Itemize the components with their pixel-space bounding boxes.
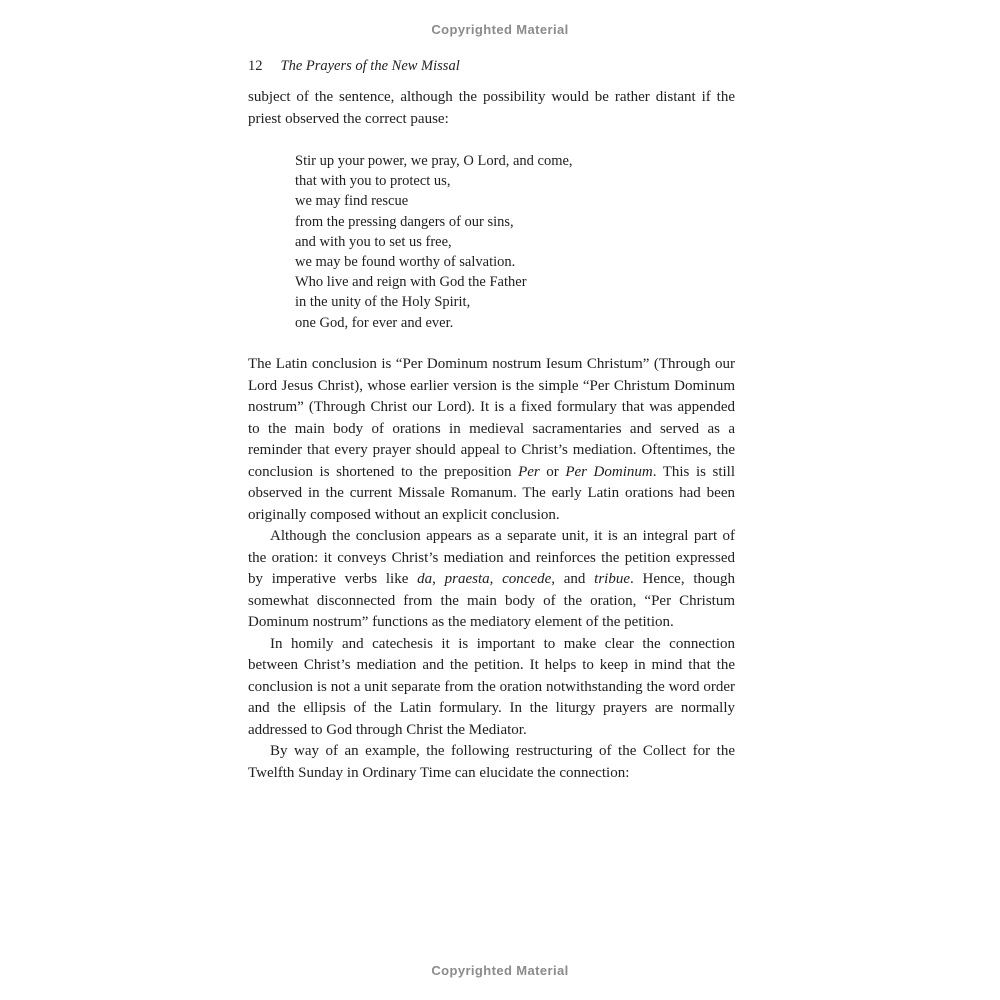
prayer-line: that with you to protect us, — [295, 173, 451, 190]
prayer-line: from the pressing dangers of our sins, — [295, 213, 514, 230]
italic-text: Per Dominum — [565, 463, 653, 480]
prayer-line: we may be found worthy of salvation. — [295, 254, 516, 271]
italic-text: concede — [502, 571, 552, 587]
paragraph — [248, 354, 735, 526]
paragraph — [248, 741, 735, 784]
prayer-line: we may find rescue — [295, 193, 409, 210]
body-text: . Hence, though somewhat disconnected from the main body of the oration, “Per Christum Dominum nostrum” functions as the mediatory element of the petition. — [248, 571, 735, 630]
prayer-line: Stir up your power, we pray, O Lord, and come, — [295, 153, 573, 169]
body-text: or — [539, 463, 566, 480]
body-text: Although the conclusion appears as a separate unit, it is an integral part of the oration: it conveys Christ’s mediation and reinforces the petition expressed by imperative verbs like — [248, 528, 735, 587]
paragraph — [248, 634, 735, 742]
body-text: By way of an example, the following restructuring of the Collect for the Twelfth Sunday in Ordinary Time can elucidate the connection: — [248, 743, 735, 781]
prayer-line: Who live and reign with God the Father — [295, 274, 527, 291]
prayer-line: and with you to set us free, — [295, 233, 452, 250]
body-text: , — [489, 571, 503, 587]
body-text: The Latin conclusion is “Per Dominum nostrum Iesum Christum” (Through our Lord Jesus Christ), whose earlier version is the simple “Per Christum Dominum nostrum” (Through Christ our Lord). It is a fixed formulary that was appended to the main body of orations in medieval sacramentaries and served as a reminder that every prayer should appeal to Christ’s mediation. Oftentimes, the conclusion is shortened to the preposition — [248, 356, 735, 480]
intro-paragraph: subject of the sentence, although the possibility would be rather distant if the priest observed the correct pause: — [248, 89, 735, 127]
body-text: . This is still observed in the current Missale Romanum. The early Latin orations had been originally composed without an explicit conclusion. — [248, 463, 735, 523]
italic-text: Per — [518, 463, 540, 480]
italic-text: tribue — [594, 571, 631, 587]
italic-text: da — [417, 571, 433, 587]
copyright-top-label: Copyrighted Material — [431, 22, 569, 37]
body-text: In homily and catechesis it is important to make clear the connection between Christ’s mediation and the petition. It helps to keep in mind that the conclusion is not a unit separate from the oration notwithstanding the word order and the ellipsis of the Latin formulary. In the liturgy prayers are normally addressed to God through Christ the Mediator. — [248, 635, 735, 738]
prayer-line: in the unity of the Holy Spirit, — [295, 294, 471, 311]
prayer-blockquote — [295, 151, 735, 333]
running-title: The Prayers of the New Missal — [280, 58, 460, 74]
body-text: , and — [551, 571, 595, 587]
body-text: , — [432, 571, 445, 587]
paragraph — [248, 526, 735, 634]
running-header — [248, 58, 460, 75]
italic-text: praesta — [444, 571, 490, 587]
page-number: 12 — [248, 58, 263, 74]
copyright-bottom-label: Copyrighted Material — [431, 963, 569, 978]
prayer-line: one God, for ever and ever. — [295, 314, 454, 331]
body-paragraphs — [248, 354, 735, 784]
